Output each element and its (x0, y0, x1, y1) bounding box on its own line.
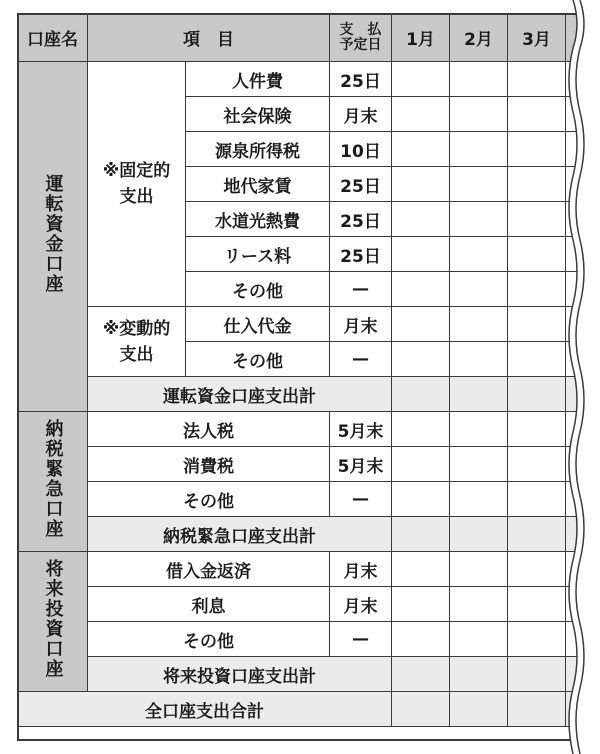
payment-date: 月末 (330, 307, 392, 342)
amount-cell[interactable] (392, 237, 450, 272)
amount-cell[interactable] (508, 447, 566, 482)
payment-date: 25日 (330, 62, 392, 97)
amount-cell[interactable] (392, 342, 450, 377)
amount-cell[interactable] (450, 237, 508, 272)
amount-cell[interactable] (566, 587, 586, 622)
amount-cell[interactable] (450, 447, 508, 482)
amount-cell[interactable] (508, 62, 566, 97)
table-row (18, 622, 586, 657)
amount-cell[interactable] (392, 412, 450, 447)
item-name: 地代家賃 (186, 167, 330, 202)
amount-cell[interactable] (392, 377, 450, 412)
category-fixed (88, 62, 186, 307)
amount-cell[interactable] (450, 622, 508, 657)
grand-total-row (18, 692, 586, 727)
table-row (18, 62, 586, 97)
amount-cell[interactable] (450, 272, 508, 307)
item-name: 法人税 (88, 412, 330, 447)
item-name: その他 (88, 622, 330, 657)
amount-cell[interactable] (508, 167, 566, 202)
amount-cell[interactable] (450, 132, 508, 167)
subtotal-label: 将来投資口座支出計 (88, 657, 392, 692)
amount-cell[interactable] (450, 342, 508, 377)
month-header-1: 1月 (392, 14, 450, 62)
item-name: 借入金返済 (88, 552, 330, 587)
amount-cell[interactable] (392, 167, 450, 202)
amount-cell[interactable] (508, 622, 566, 657)
item-name: その他 (88, 482, 330, 517)
amount-cell[interactable] (392, 202, 450, 237)
amount-cell[interactable] (566, 517, 586, 552)
amount-cell[interactable] (508, 307, 566, 342)
amount-cell[interactable] (566, 552, 586, 587)
grand-total-label: 全口座支出合計 (18, 692, 392, 727)
amount-cell[interactable] (450, 377, 508, 412)
item-name: 社会保険 (186, 97, 330, 132)
amount-cell[interactable] (392, 272, 450, 307)
amount-cell[interactable] (392, 132, 450, 167)
table-row (18, 482, 586, 517)
header-row (18, 14, 586, 62)
amount-cell[interactable] (566, 657, 586, 692)
amount-cell[interactable] (392, 447, 450, 482)
subtotal-row (18, 377, 586, 412)
payment-date: 月末 (330, 97, 392, 132)
amount-cell[interactable] (508, 237, 566, 272)
amount-cell[interactable] (508, 517, 566, 552)
amount-cell[interactable] (566, 167, 586, 202)
table-row (18, 447, 586, 482)
amount-cell[interactable] (450, 202, 508, 237)
table-row (18, 552, 586, 587)
amount-cell[interactable] (508, 97, 566, 132)
amount-cell[interactable] (392, 622, 450, 657)
amount-cell[interactable] (392, 307, 450, 342)
amount-cell[interactable] (450, 482, 508, 517)
item-name: 仕入代金 (186, 307, 330, 342)
amount-cell[interactable] (450, 62, 508, 97)
account-operating (18, 62, 88, 412)
payment-date: — (330, 482, 392, 517)
amount-cell[interactable] (566, 692, 586, 727)
table-row (18, 412, 586, 447)
account-tax-emergency (18, 412, 88, 552)
amount-cell[interactable] (508, 657, 566, 692)
amount-cell[interactable] (392, 97, 450, 132)
item-name: 源泉所得税 (186, 132, 330, 167)
account-header: 口座名 (18, 14, 88, 62)
account-future-investment (18, 552, 88, 692)
payment-date: — (330, 272, 392, 307)
month-header-4 (566, 14, 586, 62)
amount-cell[interactable] (566, 132, 586, 167)
subtotal-label: 運転資金口座支出計 (88, 377, 392, 412)
payment-date: 25日 (330, 202, 392, 237)
amount-cell[interactable] (566, 412, 586, 447)
amount-cell[interactable] (450, 657, 508, 692)
item-name: その他 (186, 272, 330, 307)
item-name: その他 (186, 342, 330, 377)
amount-cell[interactable] (450, 167, 508, 202)
subtotal-row (18, 657, 586, 692)
amount-cell[interactable] (566, 237, 586, 272)
item-name: 水道光熱費 (186, 202, 330, 237)
category-label-line2: 支出 (119, 187, 154, 207)
amount-cell[interactable] (508, 587, 566, 622)
payment-date-header-line2: 予定日 (339, 36, 382, 53)
account-label: 納税緊急口座 (42, 419, 64, 539)
expense-schedule-sheet (17, 13, 585, 739)
item-name: 利息 (88, 587, 330, 622)
amount-cell[interactable] (392, 62, 450, 97)
payment-date: — (330, 622, 392, 657)
amount-cell[interactable] (508, 132, 566, 167)
payment-date-header (330, 14, 392, 62)
item-name: 人件費 (186, 62, 330, 97)
amount-cell[interactable] (566, 62, 586, 97)
amount-cell[interactable] (450, 517, 508, 552)
amount-cell[interactable] (450, 692, 508, 727)
amount-cell[interactable] (508, 552, 566, 587)
amount-cell[interactable] (450, 552, 508, 587)
amount-cell[interactable] (566, 622, 586, 657)
amount-cell[interactable] (508, 412, 566, 447)
account-label: 運転資金口座 (42, 174, 64, 294)
item-name: リース料 (186, 237, 330, 272)
amount-cell[interactable] (566, 447, 586, 482)
payment-date-header-line1: 支 払 (339, 21, 382, 38)
subtotal-label: 納税緊急口座支出計 (88, 517, 392, 552)
payment-date: 月末 (330, 552, 392, 587)
account-label: 将来投資口座 (42, 559, 64, 679)
amount-cell[interactable] (508, 272, 566, 307)
amount-cell[interactable] (450, 587, 508, 622)
amount-cell[interactable] (508, 202, 566, 237)
amount-cell[interactable] (508, 482, 566, 517)
category-label-line2: 支出 (119, 344, 154, 365)
category-label-line1: ※固定的 (102, 161, 171, 181)
category-label-line1: ※変動的 (102, 318, 171, 339)
payment-date: 25日 (330, 237, 392, 272)
subtotal-row (18, 517, 586, 552)
amount-cell[interactable] (392, 587, 450, 622)
table-row (18, 307, 586, 342)
month-header-2: 2月 (450, 14, 508, 62)
amount-cell[interactable] (566, 482, 586, 517)
item-name: 消費税 (88, 447, 330, 482)
amount-cell[interactable] (508, 342, 566, 377)
amount-cell[interactable] (566, 97, 586, 132)
amount-cell[interactable] (566, 342, 586, 377)
amount-cell[interactable] (508, 377, 566, 412)
payment-date: 5月末 (330, 447, 392, 482)
amount-cell[interactable] (508, 692, 566, 727)
category-variable (88, 307, 186, 377)
payment-date: 10日 (330, 132, 392, 167)
amount-cell[interactable] (566, 377, 586, 412)
expense-schedule-table (17, 13, 585, 727)
amount-cell[interactable] (450, 307, 508, 342)
amount-cell[interactable] (450, 97, 508, 132)
table-row (18, 587, 586, 622)
amount-cell[interactable] (566, 307, 586, 342)
amount-cell[interactable] (392, 552, 450, 587)
payment-date: 25日 (330, 167, 392, 202)
item-header: 項 目 (88, 14, 330, 62)
amount-cell[interactable] (392, 657, 450, 692)
amount-cell[interactable] (450, 412, 508, 447)
payment-date: — (330, 342, 392, 377)
amount-cell[interactable] (392, 482, 450, 517)
amount-cell[interactable] (566, 202, 586, 237)
payment-date: 月末 (330, 587, 392, 622)
amount-cell[interactable] (566, 272, 586, 307)
amount-cell[interactable] (392, 692, 450, 727)
amount-cell[interactable] (392, 517, 450, 552)
month-header-3: 3月 (508, 14, 566, 62)
payment-date: 5月末 (330, 412, 392, 447)
